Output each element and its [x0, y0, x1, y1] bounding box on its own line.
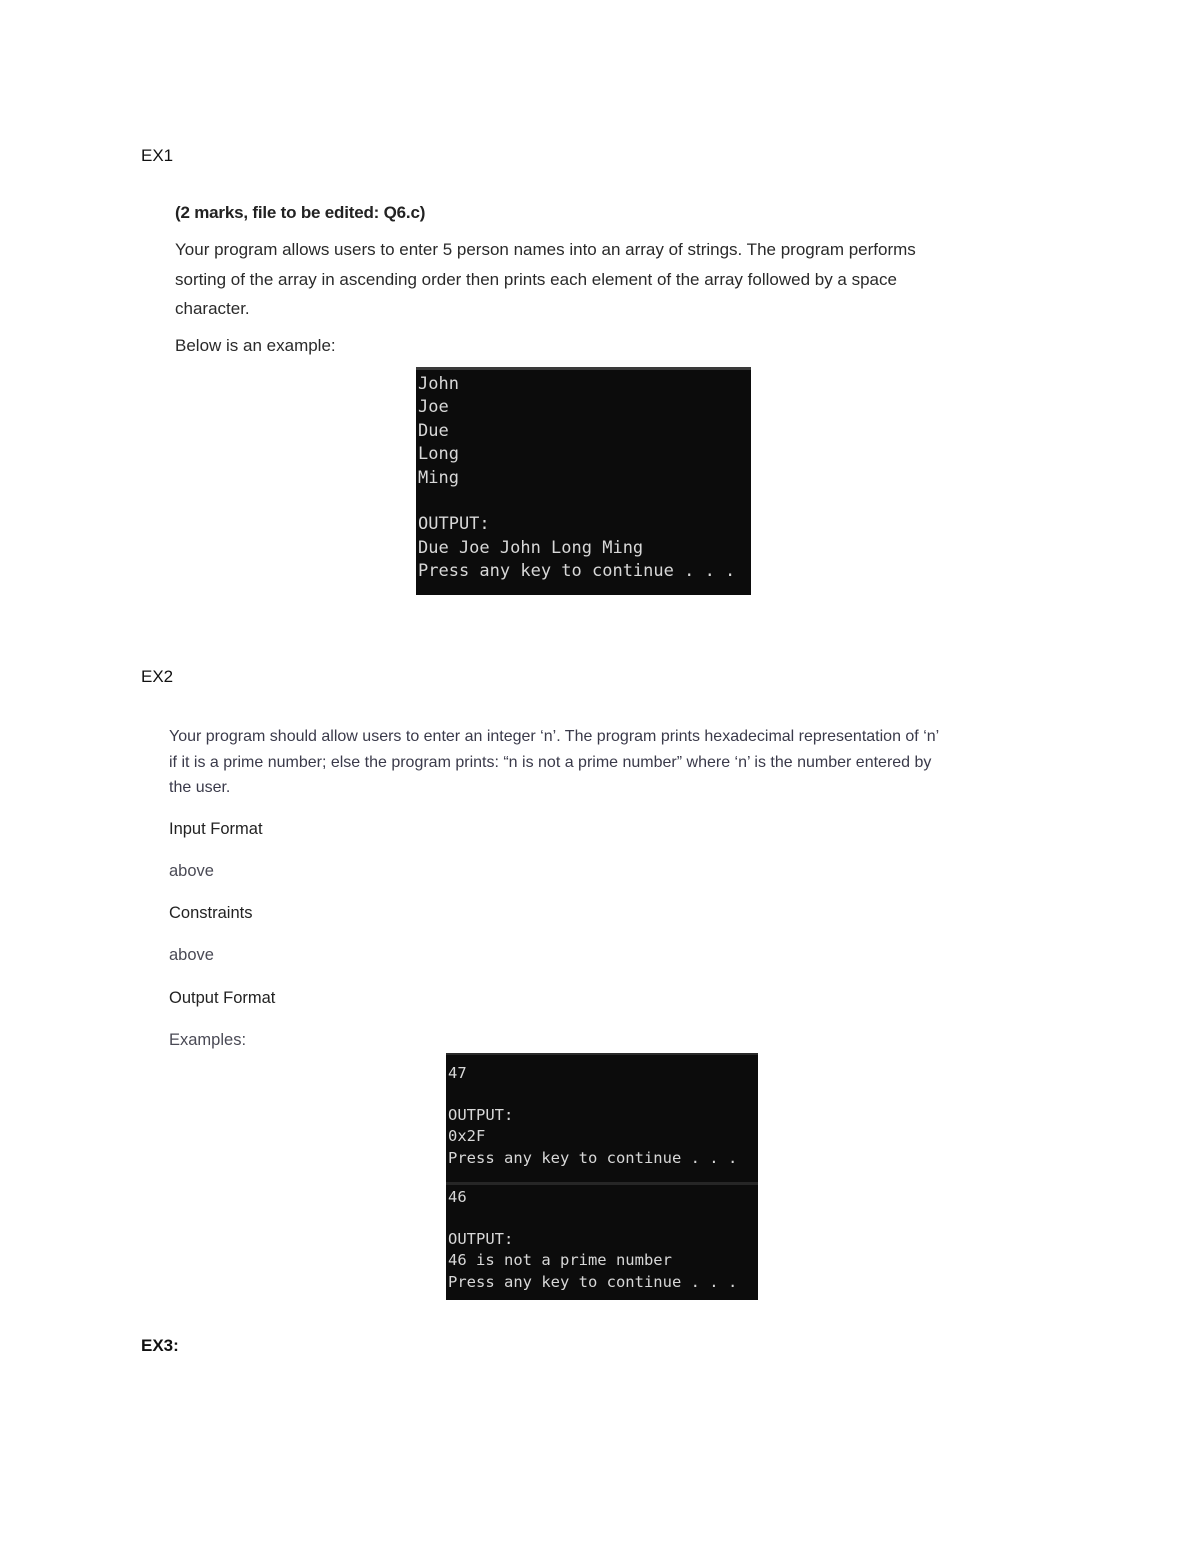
- console-line: 0x2F: [448, 1127, 486, 1146]
- console-line: Joe: [418, 397, 449, 418]
- ex1-example-intro: Below is an example:: [175, 336, 336, 355]
- ex1-description-line: Your program allows users to enter 5 person names into an array of strings. The program performs: [175, 240, 916, 259]
- constraints-value: above: [169, 946, 214, 964]
- console-line: Press any key to continue . . .: [448, 1272, 738, 1291]
- ex1-console-screenshot: [416, 367, 751, 595]
- console-line: Press any key to continue . . .: [448, 1148, 738, 1167]
- ex3-heading: EX3:: [141, 1336, 179, 1355]
- ex1-description-line: character.: [175, 299, 250, 318]
- console-line: OUTPUT:: [418, 514, 490, 535]
- ex2-description-line: if it is a prime number; else the program prints: “n is not a prime number” where ‘n’ is the number entered by: [169, 753, 932, 771]
- input-format-label: Input Format: [169, 820, 263, 838]
- console-blank-line: [448, 1208, 758, 1229]
- examples-label: Examples:: [169, 1031, 247, 1049]
- console-line: OUTPUT:: [448, 1230, 514, 1249]
- ex2-description-line: the user.: [169, 779, 231, 796]
- console-line: John: [418, 374, 459, 394]
- ex2-console-prime-example: [446, 1053, 758, 1182]
- ex1-heading: EX1: [141, 146, 174, 165]
- console-line: 47: [448, 1064, 467, 1082]
- console-line: OUTPUT:: [448, 1106, 514, 1125]
- console-line: Due Joe John Long Ming: [418, 537, 644, 558]
- input-format-value: above: [169, 862, 214, 880]
- ex2-heading: EX2: [141, 667, 174, 686]
- console-blank-line: [448, 1084, 758, 1105]
- console-line: Long: [418, 444, 459, 465]
- ex1-marks-note: (2 marks, file to be edited: Q6.c): [175, 203, 426, 222]
- constraints-label: Constraints: [169, 904, 253, 922]
- output-format-label: Output Format: [169, 989, 276, 1007]
- console-blank-line: [418, 490, 751, 513]
- ex2-description-line: Your program should allow users to enter an integer ‘n’. The program prints hexadecimal representation of ‘n’: [169, 728, 940, 745]
- console-line: Due: [418, 420, 449, 441]
- console-line: Ming: [418, 467, 459, 488]
- console-line: Press any key to continue . . .: [418, 561, 736, 582]
- console-line: 46 is not a prime number: [448, 1251, 672, 1270]
- console-line: 46: [448, 1188, 467, 1206]
- ex1-description-line: sorting of the array in ascending order then prints each element of the array followed by a space: [175, 269, 897, 289]
- ex2-description: [169, 724, 1049, 801]
- ex1-description: [175, 235, 990, 324]
- ex2-console-nonprime-example: [446, 1182, 758, 1300]
